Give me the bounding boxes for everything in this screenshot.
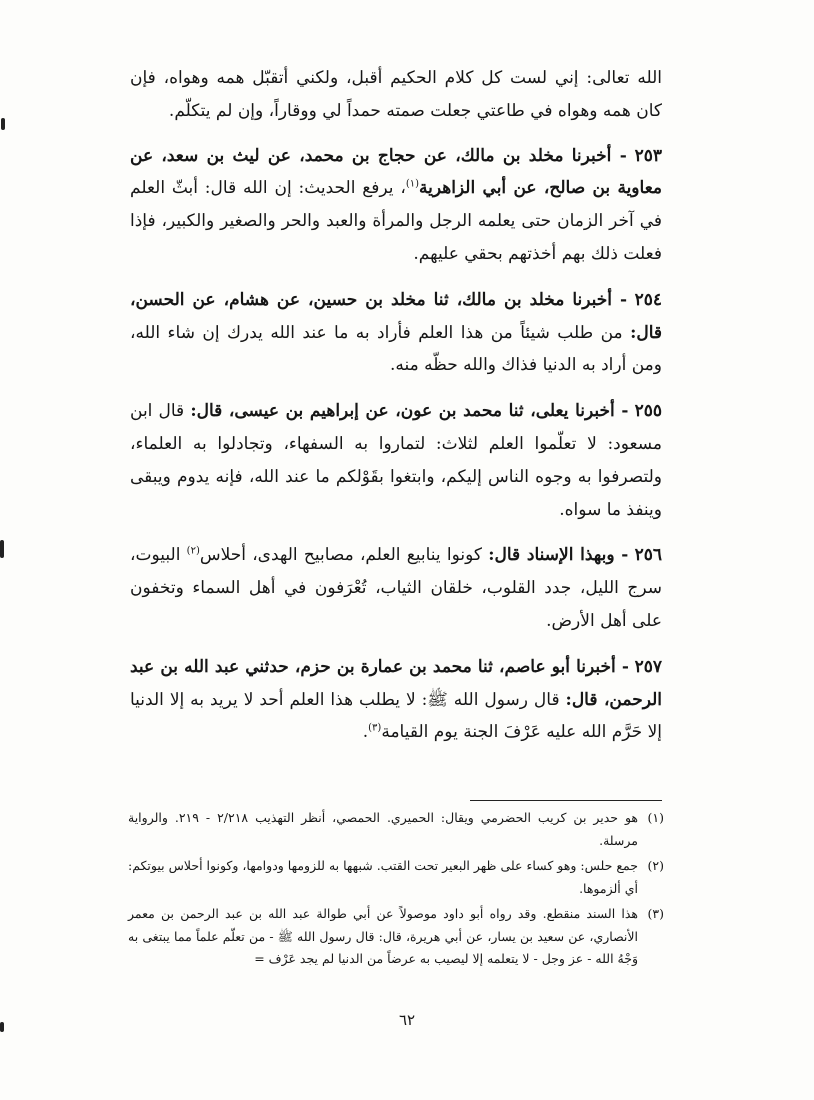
scan-edge-mark <box>0 540 4 558</box>
paragraph-continuation <box>130 62 662 128</box>
footnote-number: (٣) <box>647 906 664 921</box>
footnote-text: جمع حلس: وهو كساء على ظهر البعير تحت القتب. شبهها به للزومها ودوامها، وكونوا أحلاس بيوتكم: أي ألزموها. <box>128 858 638 896</box>
hadith-text: قال رسول الله ﷺ: لا يطلب هذا العلم أحد لا يريد به إلا الدنيا إلا حَرَّم الله عليه عَرْفَ الجنة يوم القيامة <box>130 689 662 743</box>
hadith-text: من طلب شيئاً من هذا العلم فأراد به ما عند الله يدرك إن شاء الله، ومن أراد به الدنيا فذاك والله حظّه منه. <box>130 322 662 376</box>
hadith-text: قال ابن مسعود: لا تعلّموا العلم لثلاث: لتماروا به السفهاء، وتجادلوا به العلماء، ولتصرفوا به وجوه الناس إليكم، وابتغوا بقَوْلكم ما عند الله، فإنه يدوم ويبقى وينفذ ما سواه. <box>130 401 662 520</box>
footnote-2 <box>128 855 664 900</box>
hadith-255: ٢٥٥ - أخبرنا يعلى، ثنا محمد بن عون، عن إبراهيم بن عيسى، قال: قال ابن مسعود: لا تعلّموا العلم لثلاث: لتماروا به السفهاء، وتجادلوا به العلماء، ولتصرفوا به وجوه الناس إليكم، وابتغوا بقَوْلكم ما عند الله، فإنه يدوم ويبقى وينفذ ما سواه. <box>130 401 662 520</box>
hadith-isnad: أخبرنا يعلى، ثنا محمد بن عون، عن إبراهيم بن عيسى، قال: <box>190 401 615 422</box>
hadith-257: ٢٥٧ - أخبرنا أبو عاصم، ثنا محمد بن عمارة بن حزم، حدثني عبد الله بن عبد الرحمن، قال: قال رسول الله ﷺ: لا يطلب هذا العلم أحد لا يريد به إلا الدنيا إلا حَرَّم الله عليه عَرْفَ الجنة يوم القيامة$^{(٣)}$. <box>130 656 662 743</box>
hadith-isnad: وبهذا الإسناد قال: <box>488 545 615 566</box>
hadith-number: ٢٥٧ <box>634 656 662 677</box>
hadith-isnad: أخبرنا أبو عاصم، ثنا محمد بن عمارة بن حزم، حدثني عبد الله بن عبد الرحمن، قال: <box>130 656 662 710</box>
hadith-number: ٢٥٤ <box>634 289 662 310</box>
hadith-text-continued: البيوت، سرج الليل، جدد القلوب، خلقان الثياب، تُعْرَفون في أهل السماء وتخفون على أهل الأرض. <box>130 545 662 631</box>
hadith-256: ٢٥٦ - وبهذا الإسناد قال: كونوا ينابيع العلم، مصابيح الهدى، أحلاس$^{(٢)}$ البيوت، سرج الليل، جدد القلوب، خلقان الثياب، تُعْرَفون في أهل السماء وتخفون على أهل الأرض. <box>130 545 662 631</box>
footnote-divider <box>470 800 662 801</box>
hadith-text-continued: . <box>362 722 369 743</box>
footnote-text: هو حدير بن كريب الحضرمي ويقال: الحميري. الحمصي، أنظر التهذيب ٢/٢١٨ - ٢١٩. والرواية مرسلة. <box>128 810 638 848</box>
hadith-number: ٢٥٦ <box>634 545 662 566</box>
hadith-isnad: أخبرنا مخلد بن مالك، ثنا مخلد بن حسين، عن هشام، عن الحسن، قال: <box>130 289 663 343</box>
hadith-number: ٢٥٣ <box>634 145 663 166</box>
scan-edge-mark <box>0 1022 4 1032</box>
footnote-number: (٢) <box>647 858 664 873</box>
hadith-isnad: أخبرنا مخلد بن مالك، عن حجاج بن محمد، عن ليث بن سعد، عن معاوية بن صالح، عن أبي الزاهرية <box>130 145 663 199</box>
footnote-number: (١) <box>647 810 664 825</box>
hadith-254: ٢٥٤ - أخبرنا مخلد بن مالك، ثنا مخلد بن حسين، عن هشام، عن الحسن، قال: من طلب شيئاً من هذا العلم فأراد به ما عند الله يدرك إن شاء الله، ومن أراد به الدنيا فذاك والله حظّه منه. <box>130 289 663 376</box>
paragraph-text: الله تعالى: إني لست كل كلام الحكيم أقبل، ولكني أتقبّل همه وهواه، فإن كان همه وهواه في طاعتي جعلت صمته حمداً لي ووقاراً، وإن لم يتكلّم. <box>130 68 662 121</box>
hadith-253: ٢٥٣ - أخبرنا مخلد بن مالك، عن حجاج بن محمد، عن ليث بن سعد، عن معاوية بن صالح، عن أبي الزاهرية$^{(١)}$، يرفع الحديث: إن الله قال: أبثّ العلم في آخر الزمان حتى يعلمه الرجل والمرأة والعبد والحر والصغير والكبير، فإذا فعلت ذلك بهم أخذتهم بحقي عليهم. <box>130 145 663 264</box>
hadith-number: ٢٥٥ <box>634 401 662 422</box>
footnote-text: هذا السند منقطع. وقد رواه أبو داود موصولاً عن أبي طوالة عبد الله بن عبد الرحمن بن معمر الأنصاري، عن سعيد بن يسار، عن أبي هريرة، قال: قال رسول الله ﷺ - من تعلّم علماً مما يبتغى به وَجْهُ الله - عز وجل - لا يتعلمه إلا ليصيب به عرضاً من الدنيا لم يجد عَرْف = <box>128 906 638 966</box>
scan-edge-mark <box>1 118 5 130</box>
footnote-ref: (٢) <box>186 545 200 557</box>
main-text <box>130 62 662 762</box>
footnote-1 <box>128 807 664 852</box>
footnote-ref: (٣) <box>368 722 382 734</box>
hadith-text: كونوا ينابيع العلم، مصابيح الهدى، أحلاس <box>199 545 482 566</box>
footnote-3 <box>128 903 664 971</box>
footnotes <box>128 807 664 974</box>
page-number: ٦٢ <box>398 1011 416 1029</box>
hadith-text: ، يرفع الحديث: إن الله قال: أبثّ العلم في آخر الزمان حتى يعلمه الرجل والمرأة والعبد والحر والصغير والكبير، فإذا فعلت ذلك بهم أخذتهم بحقي عليهم. <box>130 178 662 264</box>
footnote-ref: (١) <box>405 178 420 190</box>
